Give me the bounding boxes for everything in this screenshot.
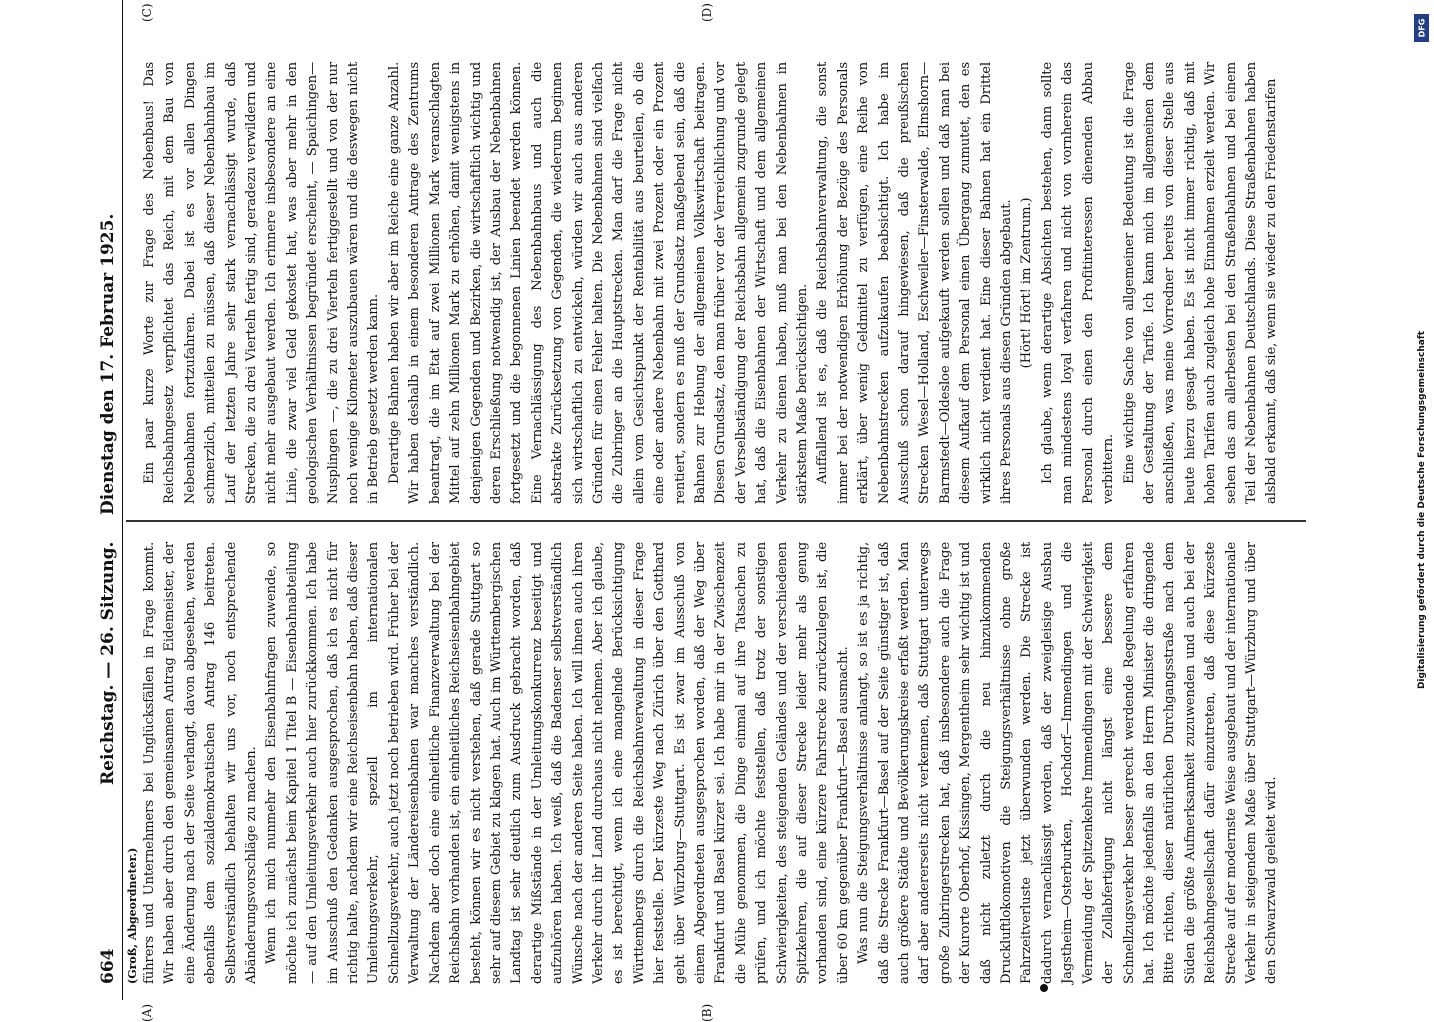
session-title: Reichstag. — 26. Sitzung.: [98, 541, 118, 785]
interjection: (Hört! Hört! im Zentrum.): [1019, 197, 1035, 369]
text-column-right: [140, 62, 1283, 504]
credit-text: Digitalisierung gefördert durch die Deutsche Forschungsgemeinschaft: [1417, 330, 1427, 690]
session-date: Dienstag den 17. Februar 1925.: [98, 213, 118, 515]
margin-bullet: [1040, 984, 1048, 992]
speaker-label: (Groß, Abgeordneter.): [126, 847, 139, 984]
margin-mark-a: (A): [140, 1003, 154, 1022]
paragraph: Auffallend ist es, daß die Reichsbahnverwaltung, die sonst immer bei der notwendigen Erhöhung der Bezüge des Personals erklärt, über wenig Geldmittel zu verfügen, eine Reihe von Nebenbahnstrecken aufzukaufen beabsichtigt. Ich habe im Ausschuß schon darauf hingewiesen, daß die preußischen Strecken Wesel—Holland, Eschweiler—Finsterwalde, Elmshorn—Barmstedt—Oldesloe aufgekauft werden sollen und daß man bei diesem Aufkauf dem Personal einen Übergang zumutet, den es wirklich nicht verdient hat. Eine dieser Bahnen hat ein Drittel ihres Personals aus diesen Gründen abgebaut.: [815, 62, 1015, 504]
paragraph: Ein paar kurze Worte zur Frage des Nebenbaus! Das Reichsbahngesetz verpflichtet das Reich, mit dem Bau von Nebenbahnen fortzufahren. Dabei ist es vor allen Dingen schmerzlich, mitteilen zu müssen, daß dieser Nebenbahnbau im Lauf der letzten Jahre sehr stark vernachlässigt wurde, daß Strecken, die zu drei Vierteln fertig sind, geradezu verwildern und nicht mehr ausgebaut werden. Ich erinnere insbesondere an eine Linie, die zwar viel Geld gekostet hat, was aber mehr in den geologischen Verhältnissen begründet erscheint, — Spaichingen—Nusplingen —, die zu drei Vierteln fertiggestellt und von der nur noch wenige Kilometer auszubauen wären und die deswegen nicht in Betrieb gesetzt werden kann.: [142, 62, 382, 504]
paragraph: Wenn ich mich nunmehr den Eisenbahnfragen zuwende, so möchte ich zunächst beim Kapitel 1 Titel B — Eisenbahnabteilung — auf den Umleitungsverkehr auch hier zurückkommen. Ich habe im Ausschuß den Gedanken ausgesprochen, daß ich es nicht für richtig halte, nachdem wir eine Reichseisenbahn haben, daß dieser Umleitungsverkehr, speziell im internationalen Schnellzugsverkehr, auch jetzt noch betrieben wird. Früher bei der Verwaltung der Ländereisenbahnen war manches verständlich. Nachdem aber doch eine einheitliche Finanzverwaltung bei der Reichsbahn vorhanden ist, ein einheitliches Reichseisenbahngebiet besteht, können wir es nicht verstehen, daß gerade Stuttgart so sehr auf diesem Gebiet zu klagen hat. Auch im Württembergischen Landtag ist sehr deutlich zum Ausdruck gebracht worden, daß derartige Mißstände in der Umleitungskonkurrenz beseitigt und aufzuhören haben. Ich weiß, daß die Badenser selbstverständlich Wünsche nach der anderen Seite haben. Ich will ihnen auch ihren Verkehr durch ihr Land durchaus nicht nehmen. Aber ich glaube, es ist berechtigt, wenn ich eine mangelnde Berücksichtigung Württembergs durch die Reichsbahnverwaltung in dieser Frage hier feststelle. Der kürzeste Weg nach Zürich über den Gotthard geht über Würzburg—Stuttgart. Es ist zwar im Ausschuß von einem Abgeordneten ausgesprochen worden, daß der Weg über Frankfurt und Basel kürzer sei. Ich habe mir in der Zwischenzeit die Mühe genommen, die Dinge einmal auf ihre Tatsachen zu prüfen, und ich möchte feststellen, daß trotz der sonstigen Schwierigkeiten, des steigenden Geländes und der verschiedenen Spitzkehren, die auf dieser Strecke leider mehr als genug vorhanden sind, eine kürzere Fahrstrecke zurückzulegen ist, die über 60 km gegenüber Frankfurt—Basel ausmacht.: [264, 542, 851, 984]
page-number: 664: [98, 948, 118, 984]
paragraph: Ich glaube, wenn derartige Absichten bestehen, dann sollte man mindestens loyal verfahren und nicht von vornherein das Personal durch einen den Profitinteressen dienenden Abbau verbittern.: [1039, 62, 1117, 504]
paragraph: führers und Unternehmers bei Unglücksfällen in Frage kommt. Wir haben aber durch den gemeinsamen Antrag Eidemeister, der eine Änderung nach der Seite verlangt, davon abgesehen, werden ebenfalls dem sozialdemokratischen Antrag 146 beitreten. Selbstverständlich behalten wir uns vor, noch entsprechende Abänderungsvorschläge zu machen.: [142, 542, 260, 984]
digitization-credit: [1414, 10, 1430, 990]
dfg-logo: DFG: [1414, 14, 1429, 42]
paragraph: Derartige Bahnen haben wir aber im Reiche eine ganze Anzahl. Wir haben deshalb in einem besonderen Antrage des Zentrums beantragt, die im Etat auf zwei Millionen Mark veranschlagten Mittel auf zehn Millionen Mark zu erhöhen, damit wenigstens in denjenigen Gegenden und Bezirken, die wirtschaftlich wichtig und deren Erschließung notwendig ist, der Ausbau der Nebenbahnen fortgesetzt und die begonnenen Linien beendet werden können. Eine Vernachlässigung des Nebenbahnbaus und auch die abstrakte Zurücksetzung von Gegenden, die wiederum beginnen sich wirtschaftlich zu entwickeln, würden wir auch aus anderen Gründen für einen Fehler halten. Die Nebenbahnen sind vielfach die Zubringer an die Hauptstrecken. Man darf die Frage nicht allein vom Gesichtspunkt der Rentabilität aus beurteilen, ob die eine oder andere Nebenbahn mit zwei Prozent oder ein Prozent rentiert, sondern es muß der Grundsatz maßgebend sein, daß die Bahnen zur Hebung der allgemeinen Volkswirtschaft beitragen. Diesen Grundsatz, den man früher vor der Verreichlichung und vor der Verselbständigung der Reichsbahn allgemein zugrunde gelegt hat, daß die Eisenbahnen der Wirtschaft und dem allgemeinen Verkehr zu dienen haben, muß man bei den Nebenbahnen in stärkstem Maße berücksichtigen.: [386, 62, 810, 504]
margin-mark-c: (C): [140, 3, 154, 22]
column-divider: [126, 521, 1306, 523]
margin-mark-d: (D): [700, 3, 714, 22]
paragraph: Eine wichtige Sache von allgemeiner Bedeutung ist die Frage der Gestaltung der Tarife. Ich kann mich im allgemeinen dem anschließen, was meine Vorredner bereits von dieser Stelle aus heute hierzu gesagt haben. Es ist nicht immer richtig, daß mit hohen Tarifen auch zugleich hohe Einnahmen erzielt werden. Wir sehen das am allerbesten bei den Straßenbahnen und bei einem Teil der Nebenbahnen Deutschlands. Diese Straßenbahnen haben alsbald erkannt, daß sie, wenn sie wieder zu den Friedenstarifen: [1121, 62, 1280, 504]
margin-mark-b: (B): [700, 1003, 714, 1022]
text-column-left: [140, 542, 1283, 984]
page-header: [96, 0, 123, 1000]
paragraph: Was nun die Steigungsverhältnisse anlangt, so ist es ja richtig, daß die Strecke Frankfurt—Basel auf der Seite günstiger ist, daß auch größere Städte und Bevölkerungskreise erfaßt werden. Man darf aber andererseits nicht verkennen, daß Stuttgart unterwegs große Zubringerstrecken hat, daß insbesondere auch die Frage der Kurorte Oberhof, Kissingen, Mergentheim sehr wichtig ist und daß nicht zuletzt durch die neu hinzukommenden Druckluftlokomotiven die Steigungsverhältnisse ohne große Fahrzeitverluste jetzt überwunden werden. Die Strecke ist dadurch vernachlässigt worden, daß der zweigleisige Ausbau Jagstheim—Osterburken, Hochdorf—Immendingen und die Vermeidung der Spitzenkehre Immendingen mit der Schwierigkeit der Zollabfertigung nicht längst eine bessere dem Schnellzugsverkehr besser gerecht werdende Regelung erfahren hat. Ich möchte jedenfalls an den Herrn Minister die dringende Bitte richten, dieser natürlichen Durchgangsstraße nach dem Süden die größte Aufmerksamkeit zuzuwenden und auch bei der Reichsbahngesellschaft dafür einzutreten, daß diese kürzeste Strecke auf der modernste Weise ausgebaut und der internationale Verkehr in steigendem Maße über Stuttgart—Würzburg und über den Schwarzwald geleitet wird.: [856, 542, 1280, 984]
